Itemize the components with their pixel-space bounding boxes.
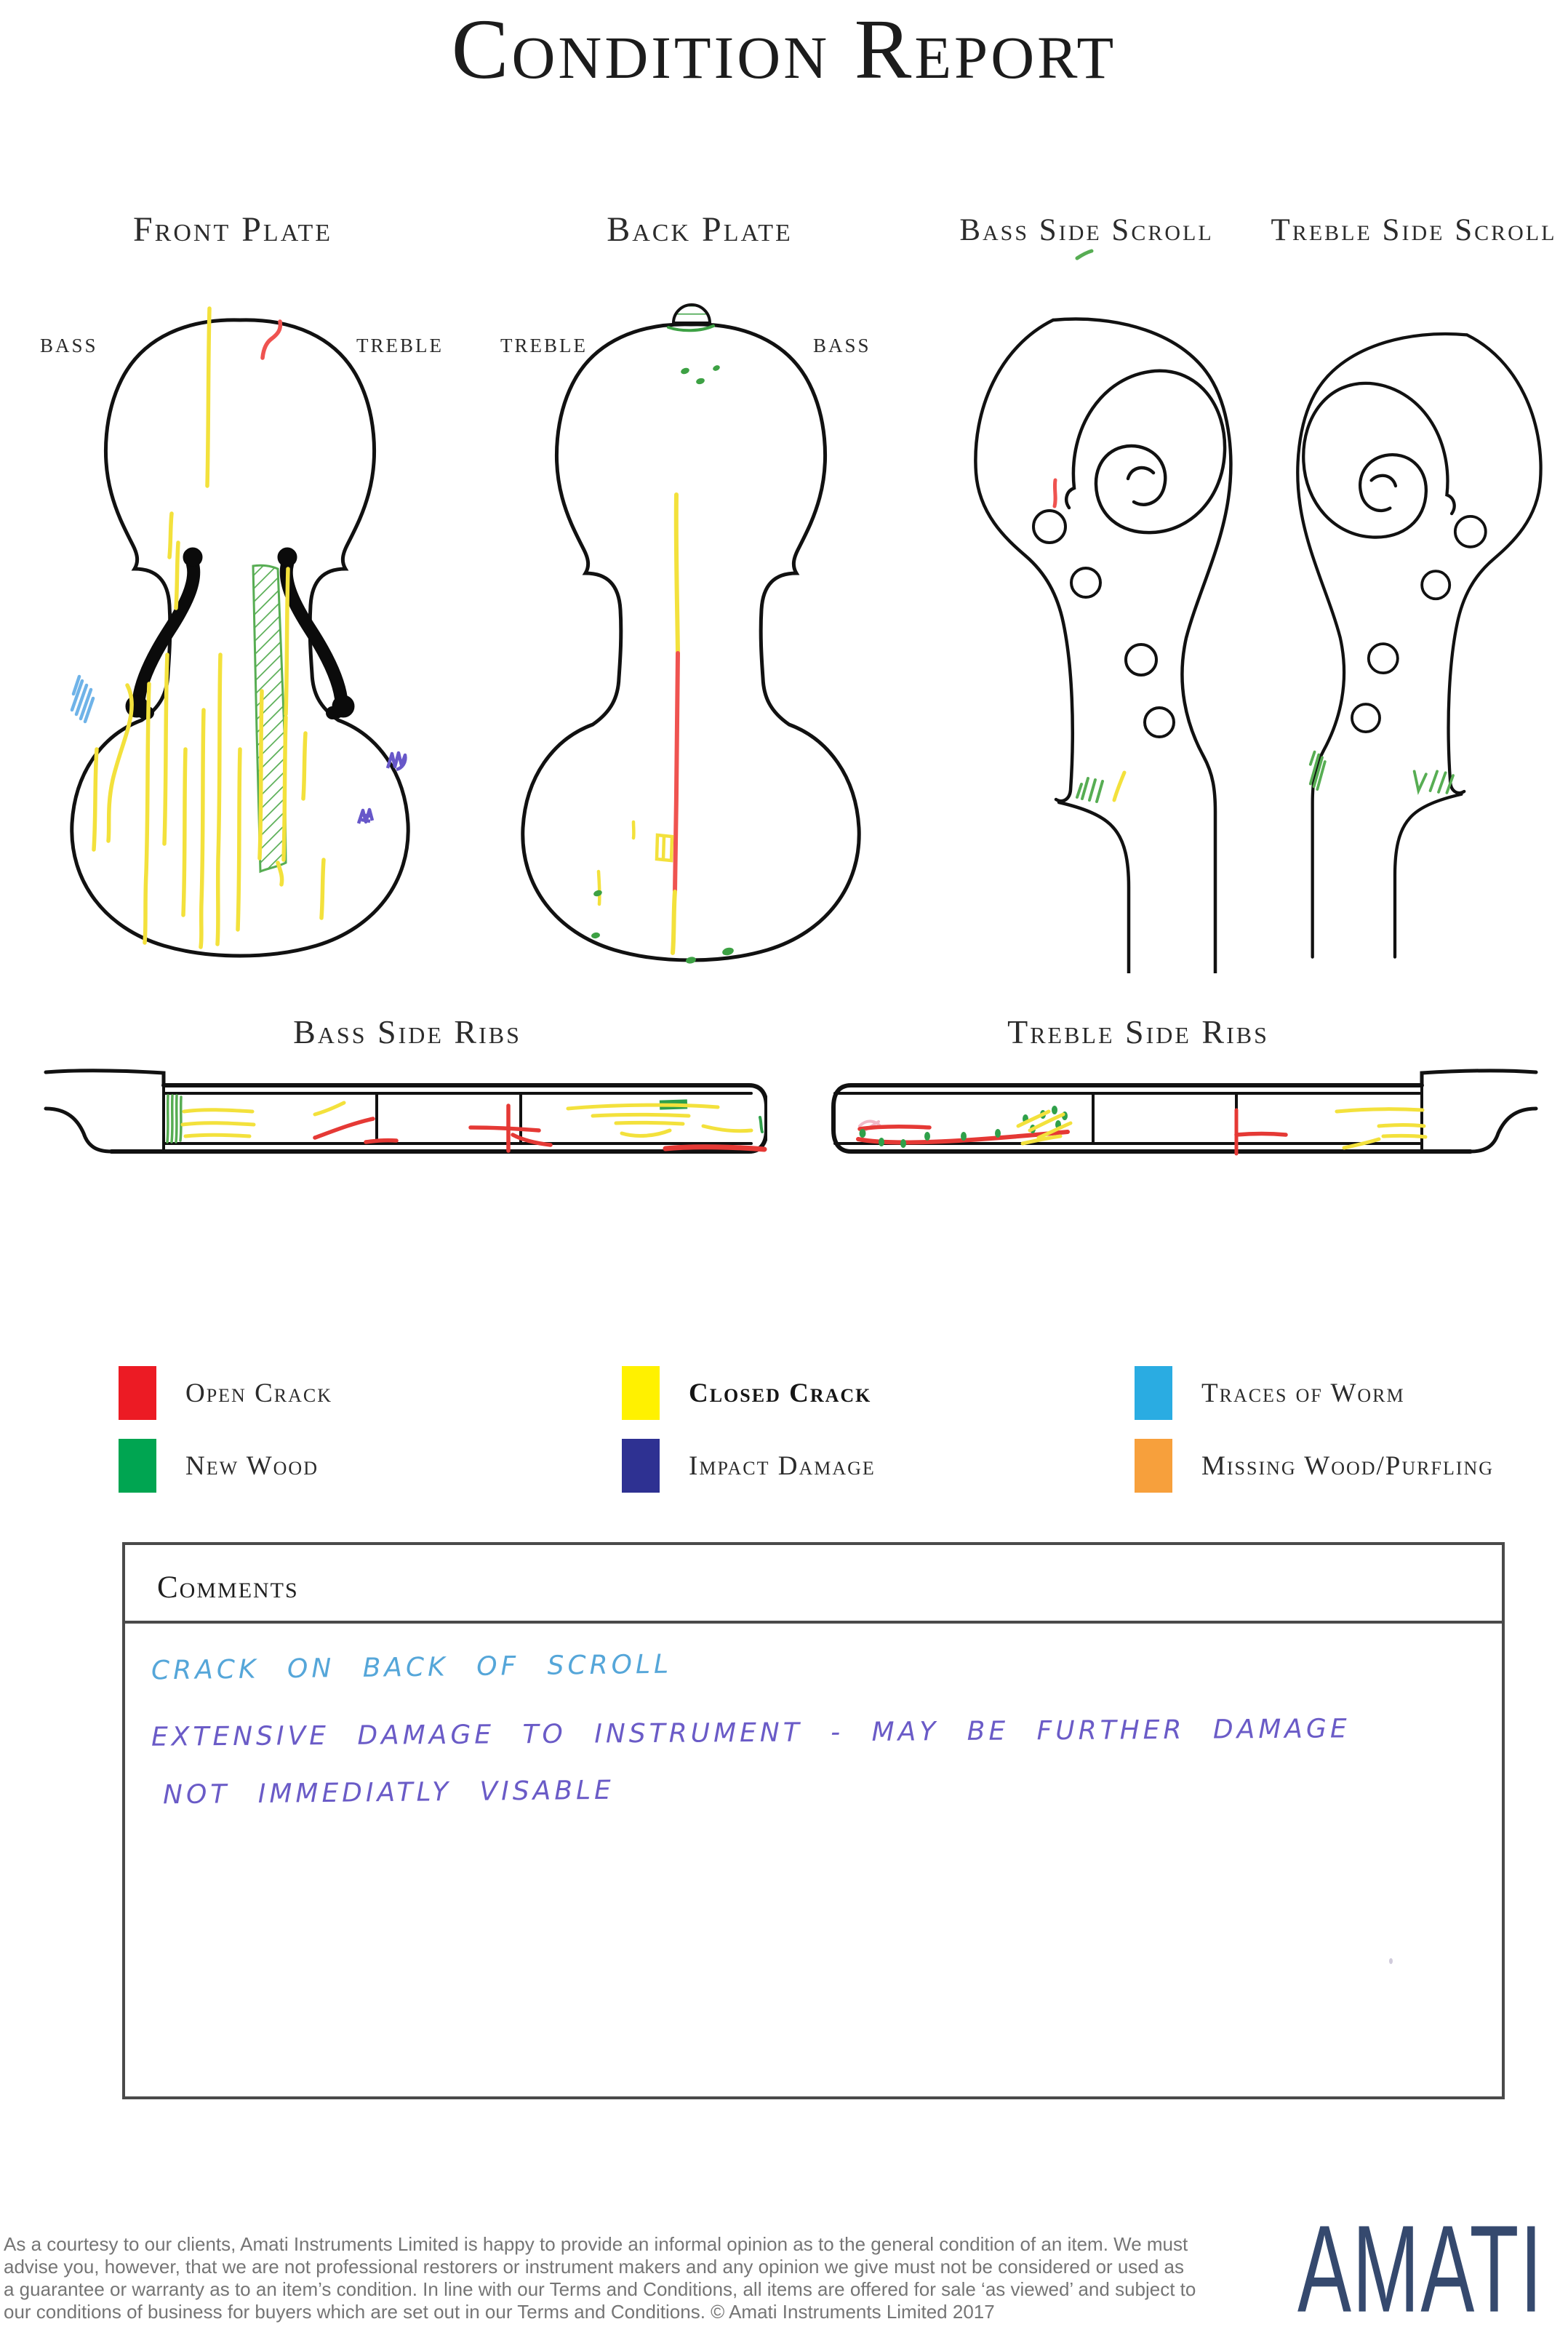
treble-ribs-diagram [815,1047,1542,1193]
comments-divider [125,1621,1502,1624]
bass-ribs-diagram [40,1047,767,1193]
new-wood-marks [167,1095,181,1142]
treble-scroll-diagram [1279,290,1568,973]
back-plate-bass-label: BASS [813,335,871,356]
new-wood-dot-marks [591,889,735,965]
comment-line-3: NOT IMMEDIATLY VISABLE [162,1775,615,1811]
bass-ribs-outline [46,1071,767,1151]
front-plate-header: Front Plate [132,210,333,249]
missing-wood-swatch [1135,1439,1172,1493]
legend-label-missing-wood: Missing Wood/Purfling [1201,1450,1495,1481]
back-plate-diagram [505,290,876,970]
new-wood-marks [253,565,286,871]
new-wood-swatch [119,1439,156,1493]
comment-line-2: EXTENSIVE DAMAGE TO INSTRUMENT - MAY BE FURTHER DAMAGE [151,1714,1351,1752]
legend-label-impact-damage: Impact Damage [689,1450,876,1481]
comment-line-1: CRACK ON BACK OF SCROLL [151,1649,673,1686]
open-crack-marks [263,322,280,358]
legend-label-new-wood: New Wood [185,1450,319,1481]
closed-crack-marks [94,308,324,947]
legend-label-closed-crack: Closed Crack [689,1378,872,1408]
treble-scroll-header: Treble Side Scroll [1271,213,1557,247]
legend-item-traces-of-worm [1135,1366,1405,1420]
bass-scroll-outline [975,319,1231,973]
footer-line: our conditions of business for buyers which are set out in our Terms and Conditions. © Amati Instruments Limited 2017 [4,2301,995,2323]
legend-item-missing-wood [1135,1439,1494,1493]
comments-box [122,1542,1505,2099]
new-wood-tiny-marks [760,1117,762,1132]
stray-mark [1389,1958,1393,1964]
legend-item-new-wood [119,1439,319,1493]
treble-ribs-outline [833,1071,1536,1151]
center-crack-marks [673,495,678,953]
footer-line: a guarantee or warranty as to an item’s condition. In line with our Terms and Conditions, all items are offered for sale ‘as viewed’ and subject to [4,2278,1196,2300]
f-holes [126,548,354,717]
footer-line: advise you, however, that we are not professional restorers or instrument makers and any opinion we give must not be considered or used as [4,2256,1184,2278]
legend-item-closed-crack [622,1366,871,1420]
impact-damage-swatch [622,1439,660,1493]
bass-scroll-diagram [945,290,1251,973]
new-wood-marks [1311,752,1453,793]
back-plate-treble-label: TREBLE [500,335,588,356]
impact-damage-marks [359,753,405,823]
closed-crack-swatch [622,1366,660,1420]
closed-crack-small-marks [599,822,672,904]
bass-scroll-header: Bass Side Scroll [959,213,1214,247]
legend-label-open-crack: Open Crack [185,1378,333,1408]
front-plate-treble-label: TREBLE [356,335,444,356]
new-wood-stray-mark [1075,249,1094,260]
bass-ribs-header: Bass Side Ribs [293,1013,521,1050]
amati-logo: AMATI [1297,2200,1544,2327]
button-new-wood-marks [668,305,721,385]
worm-trace-marks [72,676,93,722]
front-plate-diagram [55,306,425,960]
open-crack-swatch [119,1366,156,1420]
traces-of-worm-swatch [1135,1366,1172,1420]
treble-ribs-header: Treble Side Ribs [1007,1013,1269,1050]
treble-scroll-outline [1297,334,1540,957]
closed-crack-marks [1114,773,1124,800]
legend-label-traces-of-worm: Traces of Worm [1201,1378,1405,1408]
back-plate-outline [523,324,859,960]
open-crack-marks [858,1110,1286,1154]
front-plate-bass-label: BASS [40,335,98,356]
back-plate-header: Back Plate [607,210,793,249]
footer-line: As a courtesy to our clients, Amati Instruments Limited is happy to provide an informal opinion as to the general condition of an item. We must [4,2233,1188,2255]
new-wood-marks [1077,778,1103,802]
page-title: Condition Report [451,1,1117,97]
legend-item-open-crack [119,1366,332,1420]
footer-disclaimer [4,2233,1196,2323]
legend-item-impact-damage [622,1439,876,1493]
comments-title: Comments [157,1570,299,1605]
